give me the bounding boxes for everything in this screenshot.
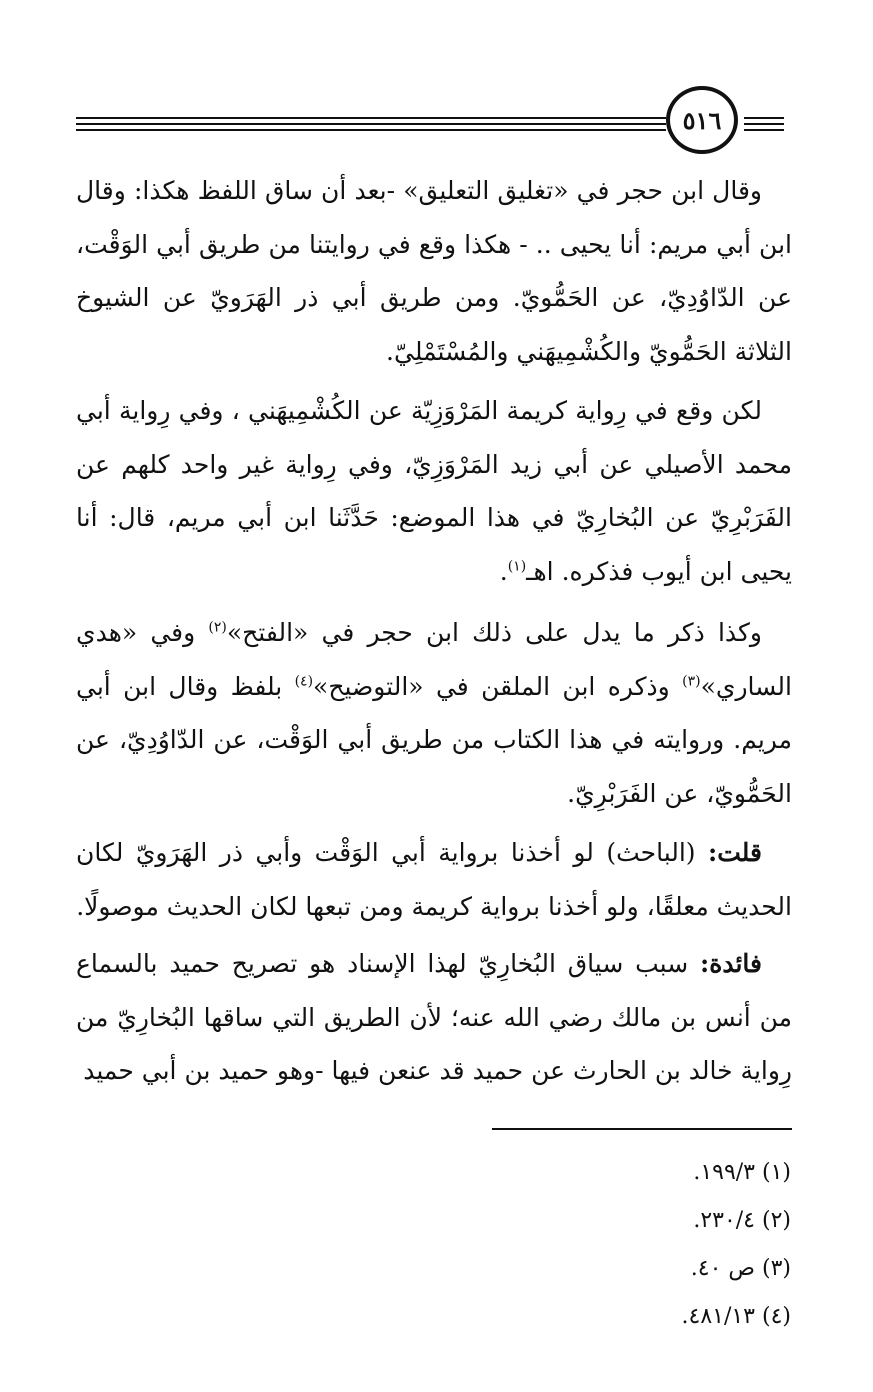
paragraph-text: وفي «هدي الساري» [76,618,792,701]
footnote-ref: (٤) [294,673,314,690]
footnote-ref: (١) [507,558,527,575]
paragraph-text: وذكره ابن الملقن في «التوضيح» [313,671,683,701]
header-rule [76,117,666,119]
paragraph-text: (الباحث) لو أخذنا برواية أبي الوَقْت وأبي ذر الهَرَويّ لكان الحديث معلقًا، ولو أخذنا برواية كريمة ومن تبعها لكان الحديث موصولًا. [76,838,792,921]
paragraph-text: وقال ابن حجر في «تغليق التعليق» -بعد أن ساق اللفظ هكذا: وقال ابن أبي مريم: أنا يحيى .. - هكذا وقع في روايتنا من طريق أبي الوَقْت، عن الدّاوُدِيّ، عن الحَمُّويّ. ومن طريق أبي ذر الهَرَويّ عن الشيوخ الثلاثة الحَمُّويّ والكُشْمِيهَني والمُسْتَمْلِيّ. [76,176,792,366]
paragraph [76,826,792,933]
paragraph-lead: فائدة: [700,949,762,978]
main-text [76,164,792,1104]
paragraph-text: . [499,556,508,586]
footnotes [391,1150,791,1342]
paragraph [76,937,792,1098]
footnote-separator [492,1128,792,1130]
paragraph-text: لكن وقع في رِواية كريمة المَرْوَزِيّة عن الكُشْمِيهَني ، وفي رِواية أبي محمد الأصيلي عن أبي زيد المَرْوَزِيّ، وفي رِواية غير واحد كلهم عن الفَرَبْرِيّ عن البُخارِيّ في هذا الموضع: حَدَّثَنا ابن أبي مريم، قال: أنا يحيى ابن أيوب فذكره. اهـ [76,396,792,586]
page-number: ٥١٦ [666,86,738,154]
paragraph [76,164,792,378]
paragraph-text: وكذا ذكر ما يدل على ذلك ابن حجر في «الفتح» [226,618,762,647]
paragraph [76,606,792,820]
footnote-ref: (٢) [208,619,227,636]
header-rule [744,117,784,119]
paragraph-text: سبب سياق البُخارِيّ لهذا الإسناد هو تصريح حميد بالسماع من أنس بن مالك رضي الله عنه؛ لأن الطريق التي ساقها البُخارِيّ من رِواية خالد بن الحارث عن حميد قد عنعن فيها -وهو حميد بن أبي حميد [76,949,792,1085]
header-rule [744,129,784,131]
footnote-ref: (٣) [682,673,701,690]
paragraph [76,384,792,598]
footnote: (٢) ٢٣٠/٤. [693,1208,791,1233]
footnote: (٣) ص ٤٠. [690,1256,791,1281]
paragraph-text: بلفظ وقال ابن أبي مريم. وروايته في هذا الكتاب من طريق أبي الوَقْت، عن الدّاوُدِيّ، عن الحَمُّويّ، عن الفَرَبْرِيّ. [76,671,792,808]
header-rule [76,129,666,131]
paragraph-lead: قلت: [707,838,762,867]
page-header [76,86,796,166]
footnote: (٤) ٤٨١/١٣. [681,1304,791,1329]
header-rule [744,123,784,125]
footnote: (١) ١٩٩/٣. [693,1160,791,1185]
header-rule [76,123,666,125]
